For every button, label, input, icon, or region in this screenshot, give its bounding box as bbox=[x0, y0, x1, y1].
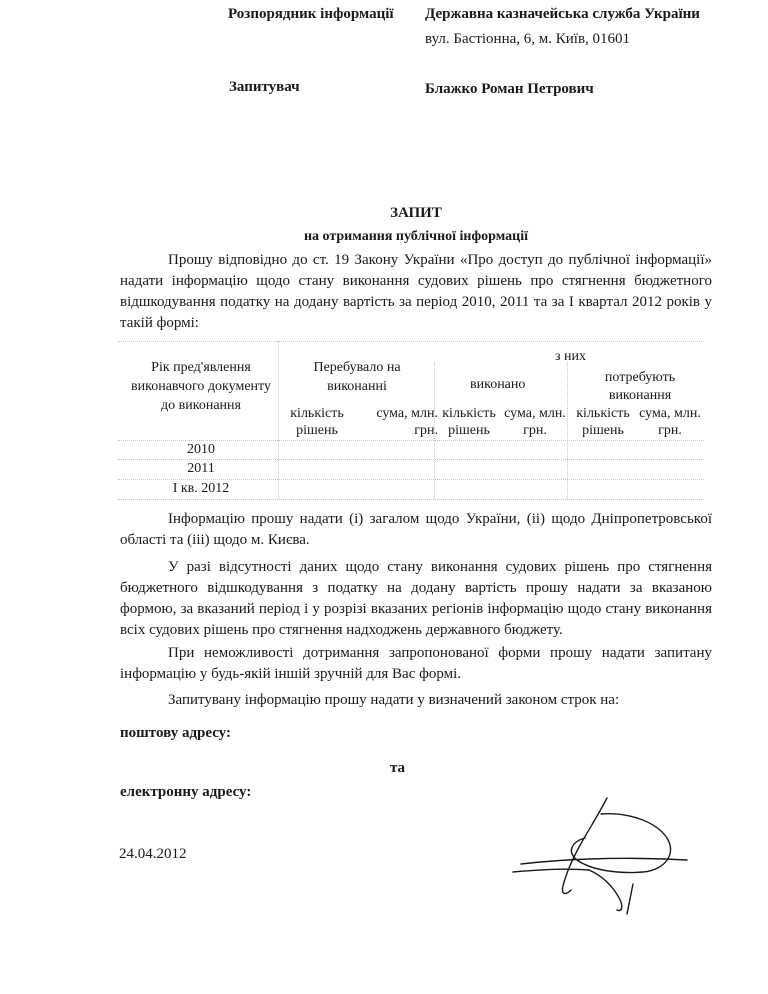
requester-label: Запитувач bbox=[229, 79, 300, 95]
document-subtitle: на отримання публічної інформації bbox=[303, 229, 529, 244]
holder-address: вул. Бастіонна, 6, м. Київ, 01601 bbox=[425, 31, 631, 47]
holder-name: Державна казначейська служба України bbox=[425, 6, 700, 22]
done-column-header: виконано bbox=[470, 377, 526, 392]
signature-mark bbox=[505, 790, 695, 915]
postal-address-label: поштову адресу: bbox=[120, 725, 231, 741]
regions-paragraph: Інформацію прошу надати (і) загалом щодо України, (іі) щодо Дніпропетровської області та (ііі) щодо м. Києва. bbox=[120, 511, 712, 548]
need-column-header: потребують виконання bbox=[604, 370, 676, 403]
table-row-year: 2010 bbox=[187, 442, 215, 457]
alternative-form-paragraph: При неможливості дотримання запропонованої форми прошу надати запитану інформацію у будь-якій іншій зручній для Вас формі. bbox=[120, 645, 712, 682]
requester-name: Блажко Роман Петрович bbox=[425, 81, 594, 97]
document-date: 24.04.2012 bbox=[119, 846, 187, 862]
pending-count-header: кількість рішень bbox=[290, 406, 344, 438]
table-row-year: 2011 bbox=[187, 461, 215, 476]
document-title: ЗАПИТ bbox=[390, 205, 442, 221]
done-sum-header: сума, млн. грн. bbox=[504, 406, 566, 438]
of-them-header: з них bbox=[555, 349, 587, 364]
fallback-paragraph: У разі відсутності даних щодо стану виконання судових рішень про стягнення бюджетного відшкодування з податку на додану вартість прошу надати за вказаною формою, за вказаний період і у розрізі вказаних регіонів інформацію щодо стану виконання всіх судових рішень про стягнення надходжень державного бюджету. bbox=[120, 559, 712, 638]
email-address-label: електронну адресу: bbox=[120, 784, 252, 800]
table-row-year: І кв. 2012 bbox=[172, 481, 230, 496]
pending-sum-header: сума, млн. грн. bbox=[376, 406, 438, 438]
need-count-header: кількість рішень bbox=[576, 406, 630, 438]
done-count-header: кількість рішень bbox=[442, 406, 496, 438]
need-sum-header: сума, млн. грн. bbox=[639, 406, 701, 438]
intro-paragraph: Прошу відповідно до ст. 19 Закону України «Про доступ до публічної інформації» надати інформацію щодо стану виконання судових рішень про стягнення бюджетного відшкодування податку на додану вартість за період 2010, 2011 та за І квартал 2012 років у такій формі: bbox=[120, 252, 712, 331]
and-label: та bbox=[390, 760, 406, 776]
year-column-header: Рік пред'явлення виконавчого документу до виконання bbox=[131, 360, 271, 413]
deadline-paragraph: Запитувану інформацію прошу надати у визначений законом строк на: bbox=[168, 692, 620, 708]
pending-column-header: Перебувало на виконанні bbox=[313, 360, 401, 394]
holder-label: Розпорядник інформації bbox=[228, 6, 394, 22]
